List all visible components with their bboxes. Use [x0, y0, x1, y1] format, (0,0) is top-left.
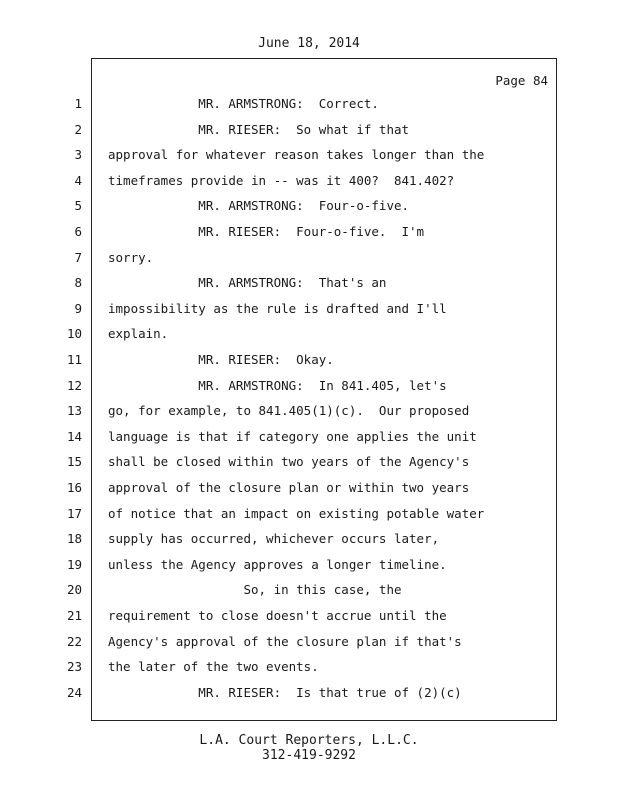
transcript-line: supply has occurred, whichever occurs later,	[108, 531, 440, 547]
line-number: 5	[74, 198, 82, 214]
transcript-line: MR. RIESER: Four-o-five. I'm	[108, 224, 425, 239]
line-number: 16	[66, 480, 82, 495]
page-number: Page 84	[495, 73, 548, 88]
transcript-line: MR. ARMSTRONG: That's an	[108, 275, 387, 291]
transcript-line: MR. ARMSTRONG: Four-o-five.	[108, 198, 410, 214]
transcript-line: the later of the two events.	[108, 659, 319, 675]
footer-phone: 312-419-9292	[262, 748, 356, 763]
transcript-line: go, for example, to 841.405(1)(c). Our proposed	[108, 403, 470, 419]
transcript-line: MR. ARMSTRONG: In 841.405, let's	[108, 377, 447, 393]
transcript-line: sorry.	[108, 249, 154, 265]
line-number: 21	[66, 608, 82, 623]
line-number: 20	[66, 582, 82, 598]
line-number: 4	[74, 172, 82, 188]
transcript-line: MR. RIESER: Is that true of (2)(c)	[108, 684, 462, 700]
line-number: 23	[66, 659, 82, 675]
transcript-line: timeframes provide in -- was it 400? 841.402?	[108, 172, 455, 188]
line-number: 12	[66, 377, 82, 393]
line-number: 7	[74, 249, 82, 265]
line-number: 2	[74, 121, 82, 137]
transcript-line: MR. RIESER: So what if that	[108, 121, 410, 137]
line-number: 19	[66, 556, 82, 572]
line-number: 13	[66, 403, 82, 419]
transcript-line: language is that if category one applies the unit	[108, 428, 477, 444]
transcript-line: MR. RIESER: Okay.	[108, 352, 334, 367]
page-date-header: June 18, 2014	[258, 36, 360, 51]
transcript-line: explain.	[108, 326, 169, 342]
line-number: 17	[66, 505, 82, 521]
line-number: 8	[74, 275, 82, 291]
line-number: 22	[66, 633, 82, 649]
transcript-line: Agency's approval of the closure plan if that's	[108, 633, 462, 649]
line-number: 24	[66, 684, 82, 700]
transcript-line: shall be closed within two years of the Agency's	[108, 454, 470, 470]
line-number: 1	[74, 96, 82, 111]
line-number: 6	[74, 224, 82, 239]
transcript-line: approval for whatever reason takes longer than the	[108, 147, 485, 163]
line-number: 18	[66, 531, 82, 547]
line-number: 11	[66, 352, 82, 367]
line-number: 9	[74, 300, 82, 316]
footer-company: L.A. Court Reporters, L.L.C.	[199, 733, 419, 748]
transcript-line: impossibility as the rule is drafted and I'll	[108, 300, 447, 316]
line-number: 14	[66, 428, 82, 444]
line-number: 10	[66, 326, 82, 342]
line-number: 3	[74, 147, 82, 163]
transcript-line: approval of the closure plan or within two years	[108, 480, 470, 495]
transcript-line: So, in this case, the	[108, 582, 402, 598]
transcript-line: of notice that an impact on existing potable water	[108, 505, 485, 521]
transcript-line: requirement to close doesn't accrue until the	[108, 608, 447, 623]
transcript-line: unless the Agency approves a longer timeline.	[108, 556, 447, 572]
transcript-line: MR. ARMSTRONG: Correct.	[108, 96, 379, 111]
line-number: 15	[66, 454, 82, 470]
